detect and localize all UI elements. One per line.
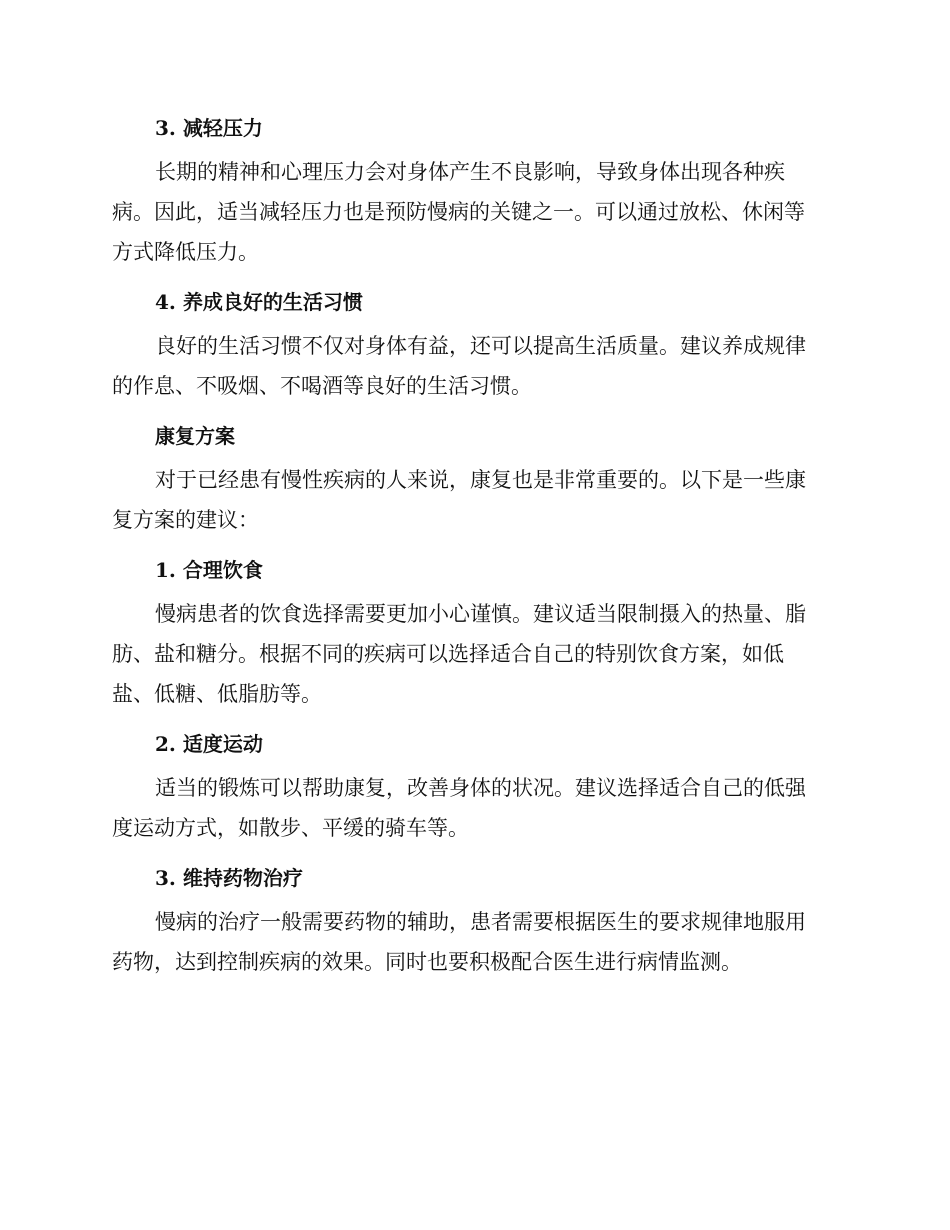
section-heading: 1. 合理饮食 <box>155 558 263 582</box>
paragraph-line: 长期的精神和心理压力会对身体产生不良影响，导致身体出现各种疾 <box>155 160 785 184</box>
section-reduce-stress <box>112 104 832 272</box>
section-heading: 4. 养成良好的生活习惯 <box>155 290 363 314</box>
paragraph-line: 适当的锻炼可以帮助康复，改善身体的状况。建议选择适合自己的低强 <box>155 776 806 800</box>
section-heading: 3. 维持药物治疗 <box>155 866 303 890</box>
section-rehab-plan <box>112 412 832 540</box>
paragraph <box>112 902 832 982</box>
paragraph-line: 度运动方式，如散步、平缓的骑车等。 <box>112 816 469 840</box>
paragraph-line: 方式降低压力。 <box>112 240 259 264</box>
paragraph <box>112 768 832 848</box>
paragraph-line: 复方案的建议： <box>112 508 259 532</box>
section-exercise <box>112 720 832 848</box>
section-medication <box>112 854 832 982</box>
section-heading: 康复方案 <box>155 424 235 448</box>
paragraph <box>112 460 832 540</box>
paragraph-line: 肪、盐和糖分。根据不同的疾病可以选择适合自己的特别饮食方案，如低 <box>112 642 784 666</box>
paragraph <box>112 326 832 406</box>
paragraph-line: 慢病的治疗一般需要药物的辅助，患者需要根据医生的要求规律地服用 <box>155 910 806 934</box>
document-page <box>112 104 832 988</box>
paragraph-line: 药物，达到控制疾病的效果。同时也要积极配合医生进行病情监测。 <box>112 950 742 974</box>
section-heading: 3. 减轻压力 <box>155 116 263 140</box>
paragraph-line: 良好的生活习惯不仅对身体有益，还可以提高生活质量。建议养成规律 <box>155 334 806 358</box>
paragraph-line: 慢病患者的饮食选择需要更加小心谨慎。建议适当限制摄入的热量、脂 <box>155 602 806 626</box>
paragraph-line: 盐、低糖、低脂肪等。 <box>112 682 322 706</box>
paragraph-line: 的作息、不吸烟、不喝酒等良好的生活习惯。 <box>112 374 532 398</box>
section-good-habits <box>112 278 832 406</box>
section-heading: 2. 适度运动 <box>155 732 263 756</box>
paragraph <box>112 594 832 714</box>
paragraph-line: 病。因此，适当减轻压力也是预防慢病的关键之一。可以通过放松、休闲等 <box>112 200 805 224</box>
paragraph-line: 对于已经患有慢性疾病的人来说，康复也是非常重要的。以下是一些康 <box>155 468 806 492</box>
section-diet <box>112 546 832 714</box>
paragraph <box>112 152 832 272</box>
